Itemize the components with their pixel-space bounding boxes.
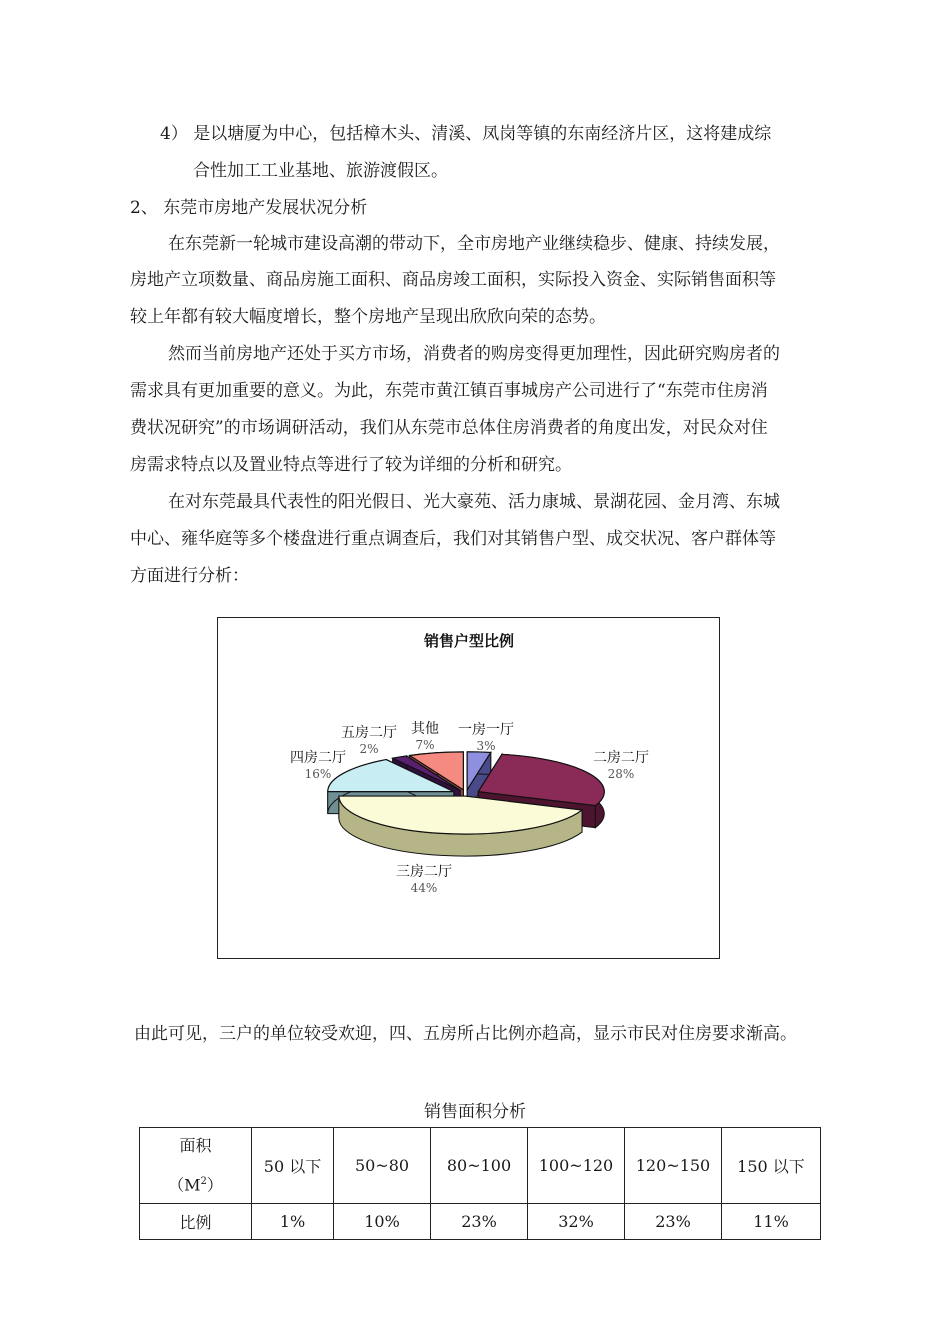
slice-value-label: 3% xyxy=(476,739,496,753)
slice-value-label: 44% xyxy=(410,881,438,895)
value-cell: 1% xyxy=(252,1204,334,1240)
value-cell: 11% xyxy=(722,1204,821,1240)
slice-value-label: 28% xyxy=(607,767,635,781)
section-heading: 2、 东莞市房地产发展状况分析 xyxy=(130,198,368,218)
slice-value-label: 16% xyxy=(304,767,332,781)
row-label-cell: 比例 xyxy=(140,1204,252,1240)
slice-value-label: 7% xyxy=(415,738,435,752)
slice-label: 三房二厅 xyxy=(396,864,452,880)
range-cell: 80~100 xyxy=(431,1128,528,1204)
paragraph-1-line-1: 在东莞新一轮城市建设高潮的带动下，全市房地产业继续稳步、健康、持续发展， xyxy=(168,234,780,254)
table-header-row xyxy=(140,1128,821,1204)
table-caption: 销售面积分析 xyxy=(424,1102,526,1122)
header-label-unit: $(M^2)$ xyxy=(168,1175,223,1195)
header-label-area: 面积 xyxy=(179,1136,212,1155)
range-cell: 150 以下 xyxy=(722,1128,821,1204)
paragraph-3-line-1: 在对东莞最具代表性的阳光假日、光大豪苑、活力康城、景湖花园、金月湾、东城 xyxy=(168,492,780,512)
range-cell: 100~120 xyxy=(528,1128,625,1204)
slice-value-label: 2% xyxy=(359,742,379,756)
slice-label: 四房二厅 xyxy=(290,750,346,766)
pie-chart-svg xyxy=(218,618,721,960)
paragraph-3-line-2: 中心、雍华庭等多个楼盘进行重点调查后，我们对其销售户型、成交状况、客户群体等 xyxy=(130,529,776,549)
list-item-4-line-2: 合性加工工业基地、旅游渡假区。 xyxy=(193,161,448,181)
value-cell: 32% xyxy=(528,1204,625,1240)
conclusion-text: 由此可见，三户的单位较受欢迎，四、五房所占比例亦趋高，显示市民对住房要求渐高。 xyxy=(134,1024,797,1044)
value-cell: 23% xyxy=(431,1204,528,1240)
list-item-4-line-1: 4） 是以塘厦为中心，包括樟木头、清溪、凤岗等镇的东南经济片区，这将建成综 xyxy=(160,124,772,144)
paragraph-1-line-3: 较上年都有较大幅度增长，整个房地产呈现出欣欣向荣的态势。 xyxy=(130,307,606,327)
sales-area-table xyxy=(139,1127,821,1240)
paragraph-3-line-3: 方面进行分析： xyxy=(130,566,249,586)
paragraph-1-line-2: 房地产立项数量、商品房施工面积、商品房竣工面积，实际投入资金、实际销售面积等 xyxy=(130,270,776,290)
pie-chart xyxy=(217,617,720,959)
value-cell: 23% xyxy=(625,1204,722,1240)
range-cell: 50 以下 xyxy=(252,1128,334,1204)
table-row xyxy=(140,1204,821,1240)
slice-label: 二房二厅 xyxy=(593,750,649,766)
range-cell: 50~80 xyxy=(334,1128,431,1204)
paragraph-2-line-4: 房需求特点以及置业特点等进行了较为详细的分析和研究。 xyxy=(130,455,572,475)
slice-label: 一房一厅 xyxy=(458,722,514,738)
paragraph-2-line-1: 然而当前房地产还处于买方市场，消费者的购房变得更加理性，因此研究购房者的 xyxy=(168,344,780,364)
paragraph-2-line-2: 需求具有更加重要的意义。为此，东莞市黄江镇百事城房产公司进行了“东莞市住房消 xyxy=(130,381,768,401)
range-cell: 120~150 xyxy=(625,1128,722,1204)
slice-label: 其他 xyxy=(411,721,439,737)
chart-title: 销售户型比例 xyxy=(423,632,515,650)
slice-label: 五房二厅 xyxy=(341,725,397,741)
value-cell: 10% xyxy=(334,1204,431,1240)
paragraph-2-line-3: 费状况研究”的市场调研活动，我们从东莞市总体住房消费者的角度出发，对民众对住 xyxy=(130,418,768,438)
header-label-cell xyxy=(140,1128,252,1204)
